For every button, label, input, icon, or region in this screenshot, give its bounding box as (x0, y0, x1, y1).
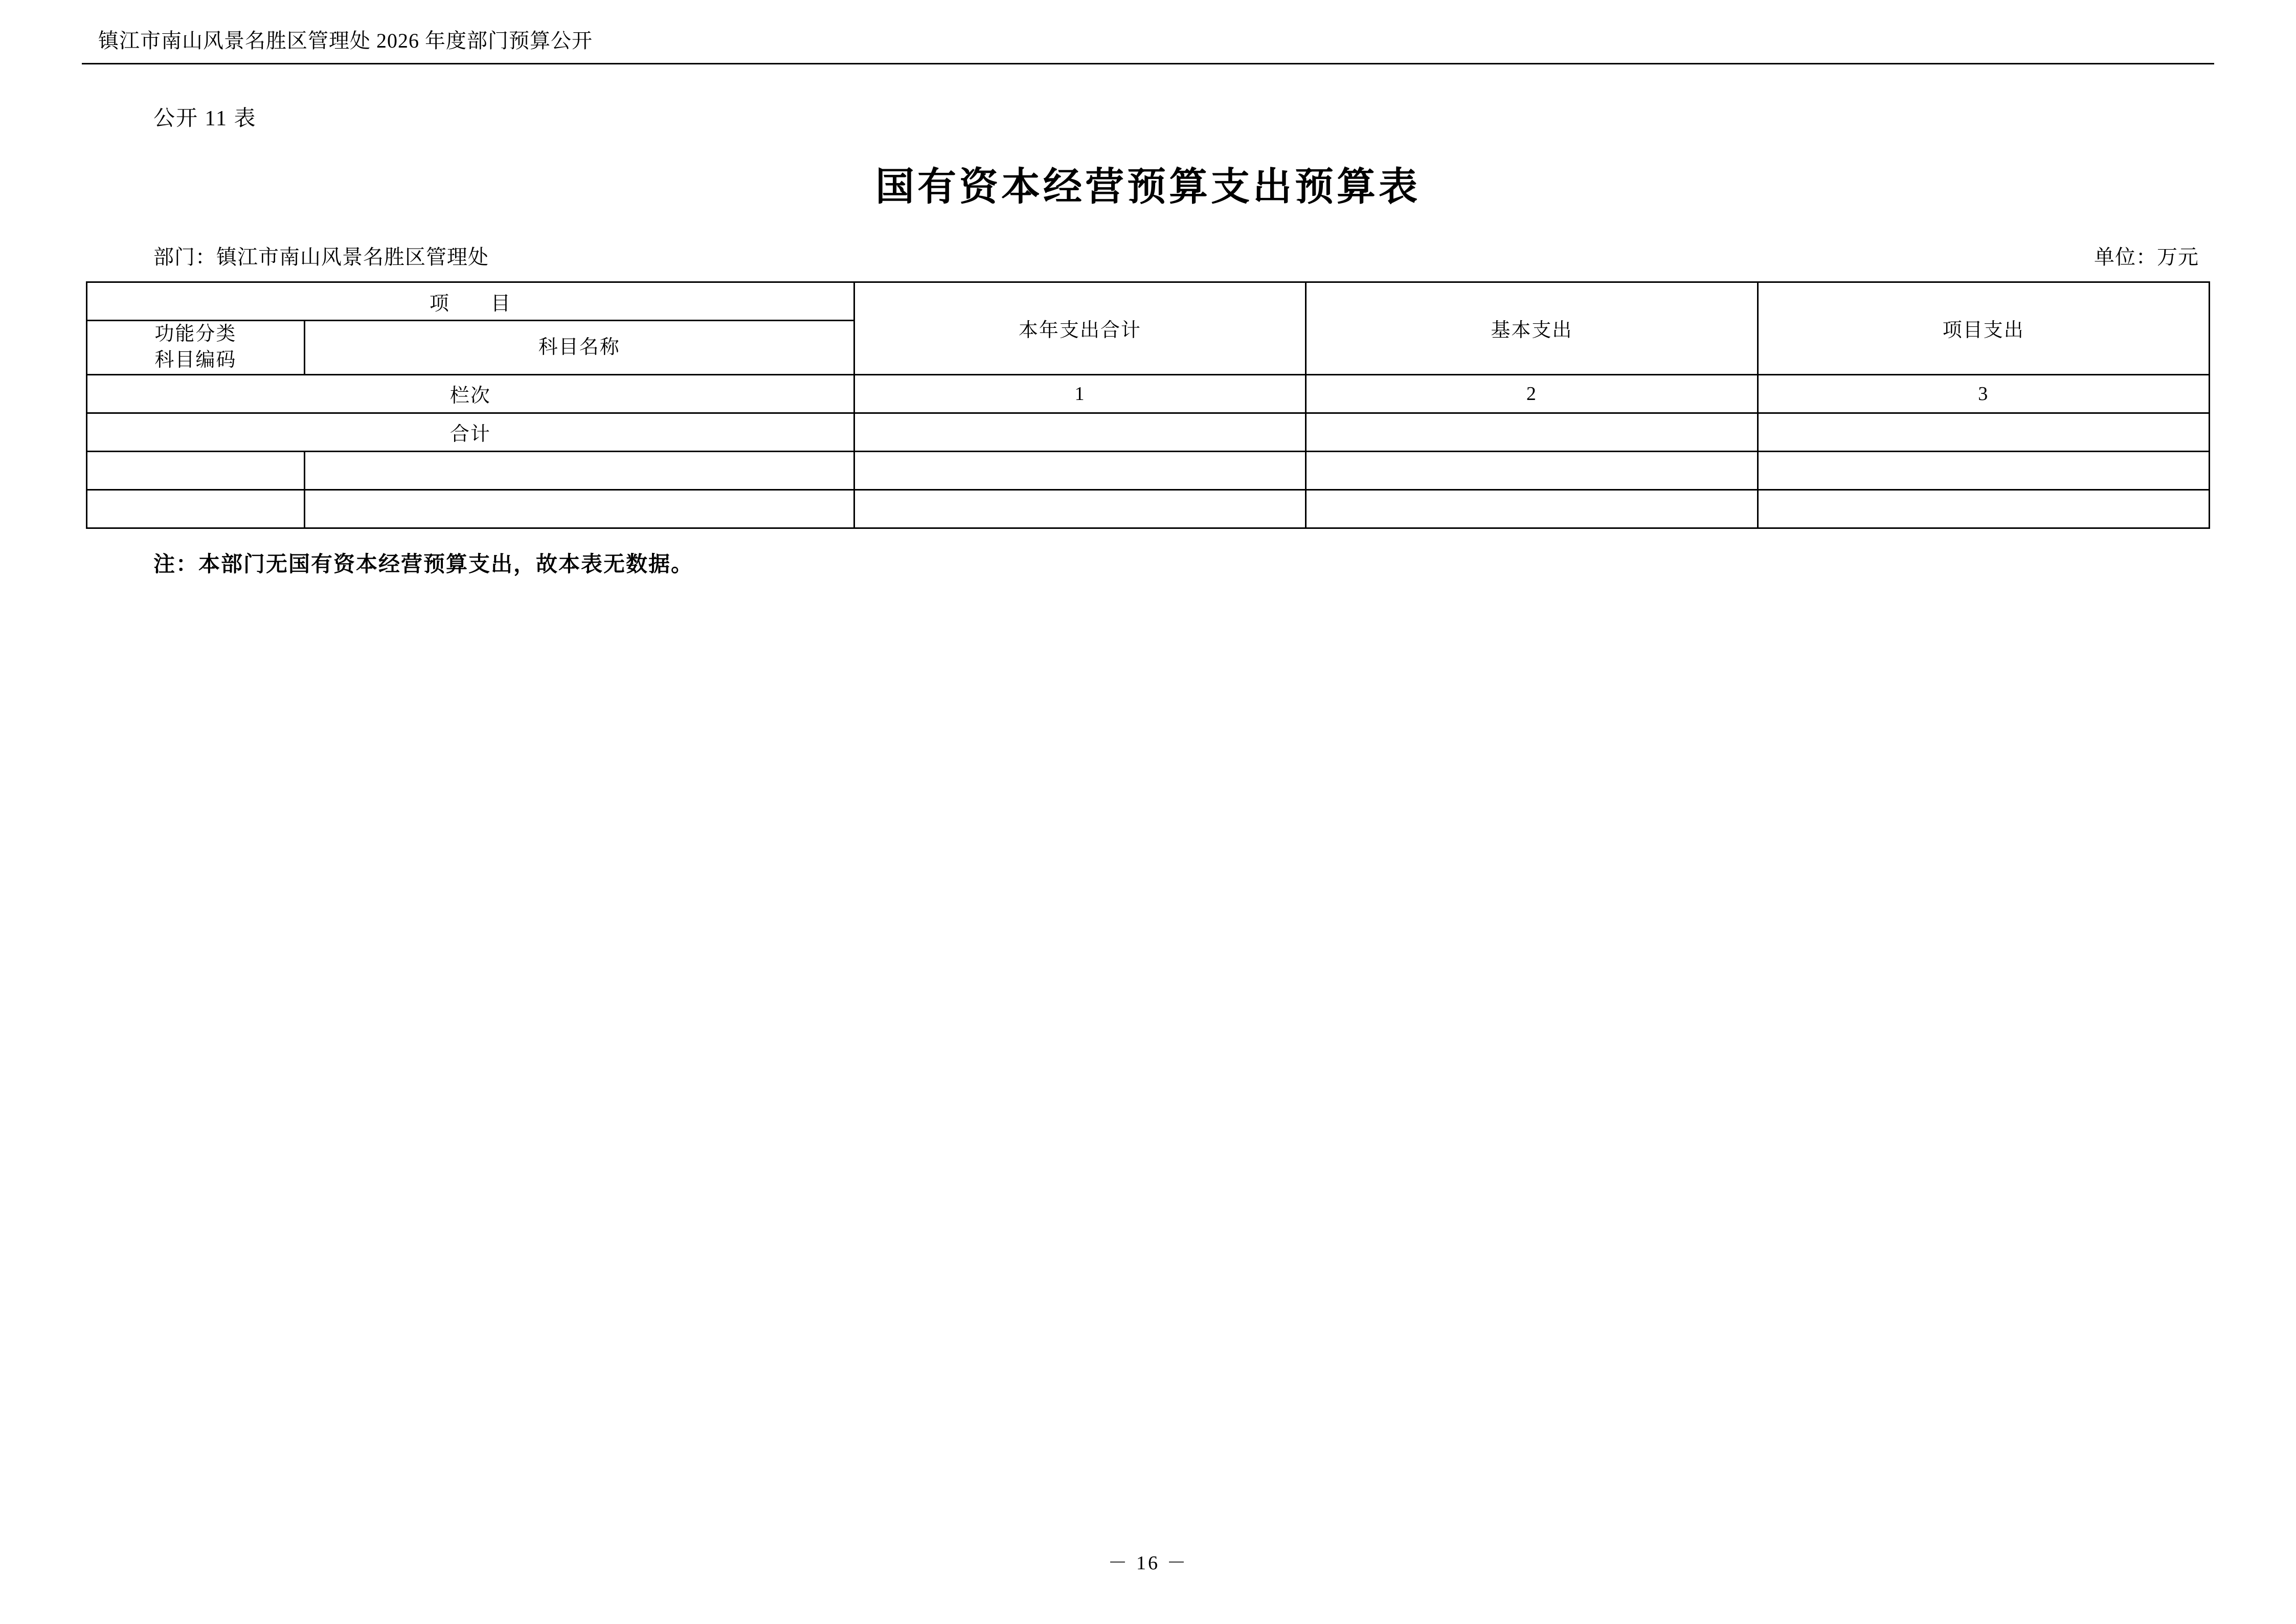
header-function-code-line1: 功能分类 (154, 323, 237, 345)
header-subject-name: 科目名称 (304, 321, 854, 375)
total-value-1 (854, 413, 1305, 451)
header-group-item: 项 目 (87, 282, 854, 321)
cell-basic (1306, 490, 1758, 528)
table-row (87, 374, 2210, 413)
cell-basic (1306, 451, 1758, 490)
cell-name (304, 451, 854, 490)
unit-label: 单位：万元 (2094, 246, 2199, 269)
header-project: 项目支出 (1758, 282, 2209, 375)
table-note: 注：本部门无国有资本经营预算支出，故本表无数据。 (153, 552, 694, 576)
table-row (87, 490, 2210, 528)
cell-code (87, 490, 305, 528)
cell-name (304, 490, 854, 528)
form-label: 公开 11 表 (153, 107, 257, 130)
header-divider (82, 63, 2214, 64)
table-row (87, 451, 2210, 490)
total-value-2 (1306, 413, 1758, 451)
cell-total (854, 451, 1305, 490)
header-total: 本年支出合计 (854, 282, 1305, 375)
table-row (87, 413, 2210, 451)
meta-row (82, 241, 2214, 270)
header-basic: 基本支出 (1306, 282, 1758, 375)
rank-value-1: 1 (854, 374, 1305, 413)
cell-total (854, 490, 1305, 528)
header-function-code-line2: 科目编码 (154, 349, 237, 371)
running-header: 镇江市南山风景名胜区管理处 2026 年度部门预算公开 (98, 29, 593, 52)
cell-code (87, 451, 305, 490)
rank-label: 栏次 (87, 374, 854, 413)
budget-table (86, 281, 2210, 529)
header-function-code (87, 321, 305, 375)
total-value-3 (1758, 413, 2209, 451)
cell-project (1758, 451, 2209, 490)
rank-value-2: 2 (1306, 374, 1758, 413)
table-header-row-1 (87, 282, 2210, 321)
total-label: 合计 (87, 413, 854, 451)
page-title: 国有资本经营预算支出预算表 (875, 166, 1421, 209)
page-number: － 16 － (1108, 1552, 1188, 1574)
cell-project (1758, 490, 2209, 528)
rank-value-3: 3 (1758, 374, 2209, 413)
department-label: 部门：镇江市南山风景名胜区管理处 (153, 246, 489, 269)
